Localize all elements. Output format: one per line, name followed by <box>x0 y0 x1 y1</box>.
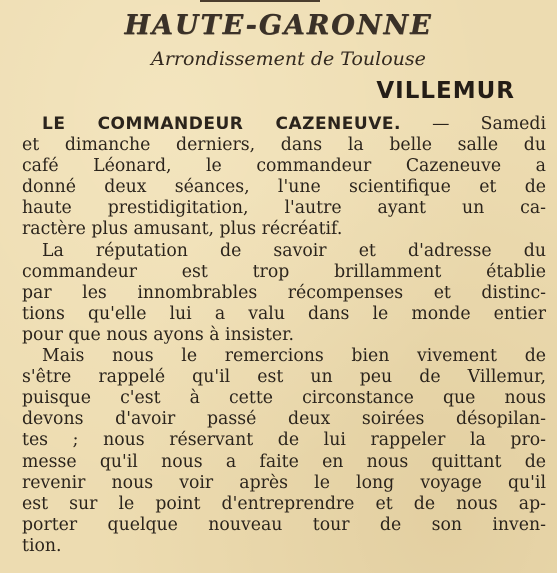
article-line: messe qu'il nous a faite en nous quittant de <box>22 451 546 472</box>
article-line: porter quelque nouveau tour de son inven- <box>22 514 546 535</box>
article-headline: LE COMMANDEUR CAZENEUVE. <box>42 114 401 134</box>
article-line: et dimanche derniers, dans la belle salle du <box>22 135 546 156</box>
article-line: tion. <box>22 535 62 556</box>
article-line: commandeur est trop brillamment établie <box>22 261 546 282</box>
article-line: tes ; nous réservant de lui rappeler la pro- <box>22 430 546 451</box>
article-line: pour que nous ayons à insister. <box>22 324 294 345</box>
article-line: tions qu'elle lui a valu dans le monde entier <box>22 303 546 324</box>
paragraph <box>22 346 546 557</box>
article-line: ractère plus amusant, plus récréatif. <box>22 219 343 240</box>
article-line: est sur le point d'entreprendre et de nous ap- <box>22 493 546 514</box>
article-line: revenir nous voir après le long voyage qu'il <box>22 472 546 493</box>
article-line: LE COMMANDEUR CAZENEUVE. — Samedi <box>42 114 546 134</box>
department-heading: HAUTE-GARONNE <box>124 10 433 41</box>
article-line: La réputation de savoir et d'adresse du <box>42 240 546 261</box>
article-line: donné deux séances, l'une scientifique et de <box>22 177 546 198</box>
article-line: devons d'avoir passé deux soirées désopilan- <box>22 409 546 430</box>
article-line: par les innombrables récompenses et distinc- <box>22 282 546 303</box>
article-body <box>22 114 546 557</box>
arrondissement-subheading: Arrondissement de Toulouse <box>151 48 426 70</box>
paragraph <box>22 114 546 241</box>
paragraph <box>22 241 546 346</box>
article-line: haute prestidigitation, l'autre ayant un ca- <box>22 198 546 219</box>
article-line: puisque c'est à cette circonstance que nous <box>22 388 546 409</box>
town-heading: VILLEMUR <box>376 78 515 104</box>
article-line: s'être rappelé qu'il est un peu de Villemur, <box>22 367 546 388</box>
top-rule <box>200 0 320 6</box>
article-line: café Léonard, le commandeur Cazeneuve a <box>22 156 546 177</box>
article-line: Mais nous le remercions bien vivement de <box>42 346 546 367</box>
